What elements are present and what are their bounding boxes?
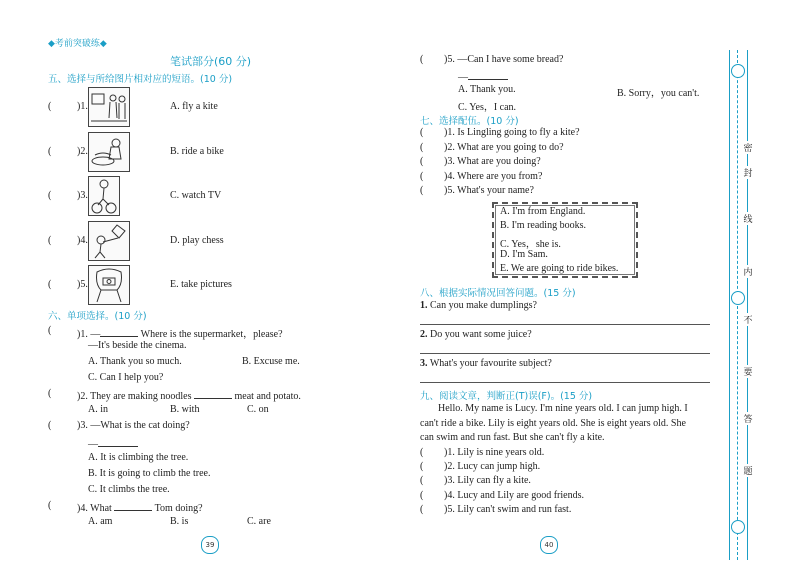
- side-char: 答: [741, 412, 755, 425]
- q3-option-c: C. It climbs the tree.: [88, 484, 170, 495]
- blank-line[interactable]: [468, 69, 508, 80]
- answer-paren[interactable]: (: [420, 504, 424, 515]
- question-4: [77, 500, 203, 514]
- question-4-num: )4. What: [77, 503, 112, 514]
- question-2-num: )2. They are making noodles: [77, 391, 192, 402]
- question-4-text: Tom doing?: [152, 503, 203, 514]
- answer-paren[interactable]: (: [420, 447, 424, 458]
- tf-statement: )1. Lily is nine years old.: [444, 447, 545, 458]
- open-question-3: [420, 358, 552, 369]
- q1-option-b: B. Excuse me.: [242, 356, 300, 367]
- q2-option-c: C. on: [247, 404, 269, 415]
- q4-option-a: A. am: [88, 516, 113, 527]
- match-question: )3. What are you doing?: [444, 156, 541, 167]
- q1-option-c: C. Can I help you?: [88, 372, 164, 383]
- binding-line: [747, 50, 748, 560]
- answer-paren[interactable]: (: [48, 190, 52, 201]
- side-char: 线: [741, 212, 755, 225]
- option-e: E. take pictures: [170, 279, 232, 290]
- answer-paren[interactable]: (: [48, 420, 52, 431]
- side-char: 不: [741, 313, 755, 326]
- answer-paren[interactable]: (: [48, 500, 52, 511]
- open-question-1-num: 1.: [420, 300, 428, 311]
- match-option: E. We are going to ride bikes.: [500, 263, 619, 274]
- answer-paren[interactable]: (: [420, 185, 424, 196]
- match-question: )5. What's your name?: [444, 185, 534, 196]
- answer-paren[interactable]: (: [48, 146, 52, 157]
- match-question: )4. Where are you from?: [444, 171, 543, 182]
- question-3-reply: [88, 436, 138, 450]
- blank-line[interactable]: [98, 436, 138, 447]
- passage-line: can't ride a bike. Lily is eight years old. She is eight years old. She: [420, 418, 686, 429]
- question-5-reply: [458, 69, 508, 83]
- answer-paren[interactable]: (: [420, 475, 424, 486]
- passage-line: Hello. My name is Lucy. I'm nine years old. I can jump high. I: [438, 403, 688, 414]
- answer-paren[interactable]: (: [48, 235, 52, 246]
- option-c: C. watch TV: [170, 190, 222, 201]
- question-1: [77, 325, 283, 340]
- answer-line[interactable]: [420, 382, 710, 383]
- match-question: )1. Is Lingling going to fly a kite?: [444, 127, 580, 138]
- open-question-2-num: 2.: [420, 329, 428, 340]
- match-option: A. I'm from England.: [500, 206, 586, 217]
- match-option: B. I'm reading books.: [500, 220, 586, 231]
- item-number: )2.: [77, 146, 88, 157]
- side-char: 内: [741, 265, 755, 278]
- binding-hole: [731, 64, 745, 78]
- match-option: D. I'm Sam.: [500, 249, 548, 260]
- answer-paren[interactable]: (: [420, 127, 424, 138]
- item-number: )5.: [77, 279, 88, 290]
- binding-line: [729, 50, 730, 560]
- question-2: [77, 388, 301, 402]
- picture-child-flying-kite: [88, 221, 130, 261]
- binding-hole: [731, 520, 745, 534]
- page-title: 笔试部分(60 分): [170, 55, 252, 68]
- section-7-heading: 七、选择配伍。(10 分): [420, 116, 519, 127]
- q5-option-a: A. Thank you.: [458, 84, 516, 95]
- q4-option-b: B. is: [170, 516, 189, 527]
- answer-paren[interactable]: (: [48, 101, 52, 112]
- option-b: B. ride a bike: [170, 146, 224, 157]
- side-char: 要: [741, 365, 755, 378]
- answer-paren[interactable]: (: [420, 490, 424, 501]
- blank-line[interactable]: [100, 326, 138, 337]
- question-1-reply: —It's beside the cinema.: [88, 340, 187, 351]
- option-a: A. fly a kite: [170, 101, 218, 112]
- open-question-2-text: Do you want some juice?: [427, 329, 532, 340]
- tf-statement: )2. Lucy can jump high.: [444, 461, 541, 472]
- tf-statement: )3. Lily can fly a kite.: [444, 475, 531, 486]
- q5-option-c: C. Yes，I can.: [458, 102, 517, 113]
- open-question-1-text: Can you make dumplings?: [427, 300, 537, 311]
- tf-statement: )5. Lily can't swim and run fast.: [444, 504, 572, 515]
- question-1-text: Where is the supermarket，please?: [138, 329, 283, 340]
- q3-option-b: B. It is going to climb the tree.: [88, 468, 211, 479]
- passage-line: can swim and run fast. But she can't fly a kite.: [420, 432, 605, 443]
- answer-paren[interactable]: (: [420, 156, 424, 167]
- answer-paren[interactable]: (: [420, 461, 424, 472]
- q3-option-a: A. It is climbing the tree.: [88, 452, 189, 463]
- section-5-heading: 五、选择与所给图片相对应的短语。(10 分): [48, 74, 233, 85]
- option-d: D. play chess: [170, 235, 224, 246]
- picture-child-riding-bike: [88, 176, 120, 216]
- item-number: )3.: [77, 190, 88, 201]
- blank-line[interactable]: [114, 500, 152, 511]
- picture-kids-watching-tv: [88, 87, 130, 127]
- answer-paren[interactable]: (: [48, 325, 52, 336]
- question-1-num: )1. —: [77, 329, 101, 340]
- binding-dashed-line: [737, 50, 738, 560]
- question-3: )3. —What is the cat doing?: [77, 420, 190, 431]
- side-char: 题: [741, 464, 755, 477]
- answer-paren[interactable]: (: [420, 142, 424, 153]
- header-tag: ◆考前突破练◆: [48, 39, 107, 49]
- section-9-heading: 九、阅读文章，判断正(T)误(F)。(15 分): [420, 391, 593, 402]
- answer-line[interactable]: [420, 353, 710, 354]
- side-char: 封: [741, 166, 755, 179]
- picture-person-at-table: [88, 132, 130, 172]
- match-question: )2. What are you going to do?: [444, 142, 564, 153]
- q2-option-a: A. in: [88, 404, 108, 415]
- open-question-2: [420, 329, 532, 340]
- open-question-3-num: 3.: [420, 358, 428, 369]
- section-8-heading: 八、根据实际情况回答问题。(15 分): [420, 288, 576, 299]
- tf-statement: )4. Lucy and Lily are good friends.: [444, 490, 584, 501]
- q4-option-c: C. are: [247, 516, 271, 527]
- page-number: 39: [201, 536, 219, 554]
- answer-line[interactable]: [420, 324, 710, 325]
- question-5: )5. —Can I have some bread?: [444, 54, 564, 65]
- q5-option-b: B. Sorry，you can't.: [617, 88, 700, 99]
- dash: —: [458, 72, 468, 83]
- answer-paren[interactable]: (: [48, 388, 52, 399]
- binding-hole: [731, 291, 745, 305]
- question-2-text: meat and potato.: [232, 391, 301, 402]
- q2-option-b: B. with: [170, 404, 200, 415]
- match-option: C. Yes，she is.: [500, 239, 561, 250]
- q1-option-a: A. Thank you so much.: [88, 356, 182, 367]
- answer-paren[interactable]: (: [48, 279, 52, 290]
- page-number: 40: [540, 536, 558, 554]
- side-char: 密: [741, 141, 755, 154]
- open-question-1: [420, 300, 537, 311]
- picture-girl-with-camera: [88, 265, 130, 305]
- answer-paren[interactable]: (: [420, 54, 424, 65]
- item-number: )1.: [77, 101, 88, 112]
- open-question-3-text: What's your favourite subject?: [427, 358, 552, 369]
- section-6-heading: 六、单项选择。(10 分): [48, 311, 147, 322]
- dash: —: [88, 439, 98, 450]
- answer-paren[interactable]: (: [420, 171, 424, 182]
- item-number: )4.: [77, 235, 88, 246]
- blank-line[interactable]: [194, 388, 232, 399]
